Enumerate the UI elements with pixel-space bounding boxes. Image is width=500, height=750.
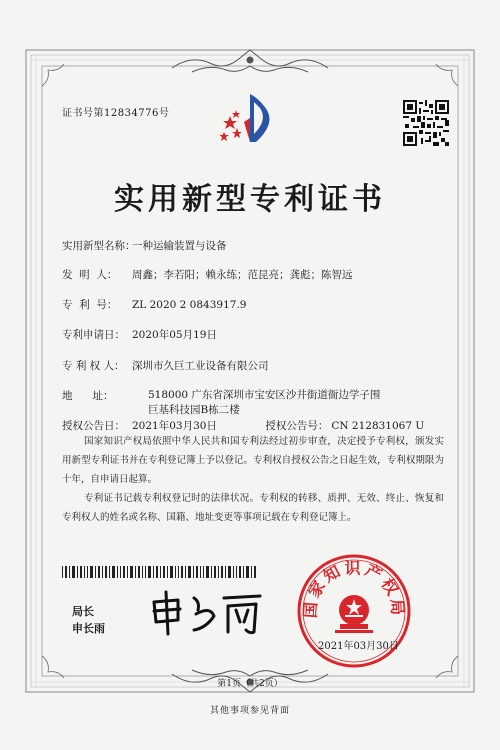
field-label: 发 明 人： — [62, 269, 118, 281]
field-label: 专 利 权 人： — [62, 360, 125, 372]
field-label: 实用新型名称： — [62, 240, 136, 252]
director-name-label: 申长雨 — [72, 622, 105, 635]
field-value: 一种运输装置与设备 — [132, 240, 227, 252]
field-patentee — [62, 359, 269, 373]
field-filing-date — [62, 328, 217, 342]
seal-text: 国家知识产权局 — [300, 558, 408, 619]
field-label: 专 利 号： — [62, 299, 118, 311]
field-value: 深圳市久巨工业设备有限公司 — [132, 360, 269, 372]
field-inventors — [62, 268, 353, 282]
field-label: 授权公告日： — [62, 420, 125, 432]
field-label: 授权公告号： — [265, 420, 329, 432]
field-value: 2021年03月30日 — [132, 420, 217, 432]
field-value: 2020年05月19日 — [132, 329, 217, 341]
page-indicator: 第1页（共2页） — [217, 679, 283, 689]
field-value: ZL 2020 2 0843917.9 — [132, 299, 247, 311]
grant-statement-paragraph: 国家知识产权局依照中华人民共和国专利法经过初步审查，决定授予专利权，颁发实用新型专利证书并在专利登记簿上予以登记。专利权自授权公告之日起生效，专利权期限为十年，自申请日起算。 — [62, 436, 444, 485]
barcode-icon — [62, 566, 257, 578]
certificate-title: 实用新型专利证书 — [114, 182, 386, 217]
field-label: 专利申请日： — [62, 329, 125, 341]
field-grant-date — [62, 419, 424, 433]
field-patent-number — [62, 298, 246, 312]
field-utility-model-name — [62, 239, 227, 253]
official-seal-icon — [295, 552, 413, 670]
see-reverse-note: 其他事项参见背面 — [209, 706, 290, 716]
certificate-number: 证书号第12834776号 — [62, 108, 170, 119]
field-value: CN 212831067 U — [331, 420, 425, 432]
director-label: 局长 — [72, 605, 94, 618]
director-signature — [148, 588, 268, 638]
field-value: 周鑫；李若阳；赖永练；范昆亮；龚彪；陈智远 — [132, 269, 353, 281]
qr-code-icon — [403, 100, 449, 146]
legal-status-paragraph: 专利证书记载专利权登记时的法律状况。专利权的转移、质押、无效、终止、恢复和专利权人的姓名或名称、国籍、地址变更等事项记载在专利登记簿上。 — [62, 493, 444, 523]
cnipa-logo-icon — [220, 92, 282, 148]
field-address-label — [62, 389, 132, 403]
seal-date: 2021年03月30日 — [318, 641, 399, 652]
field-label: 地 址： — [62, 390, 114, 402]
field-address-value: 518000 广东省深圳市宝安区沙井街道衙边学子围巨基科技园B栋二楼 — [148, 389, 381, 416]
